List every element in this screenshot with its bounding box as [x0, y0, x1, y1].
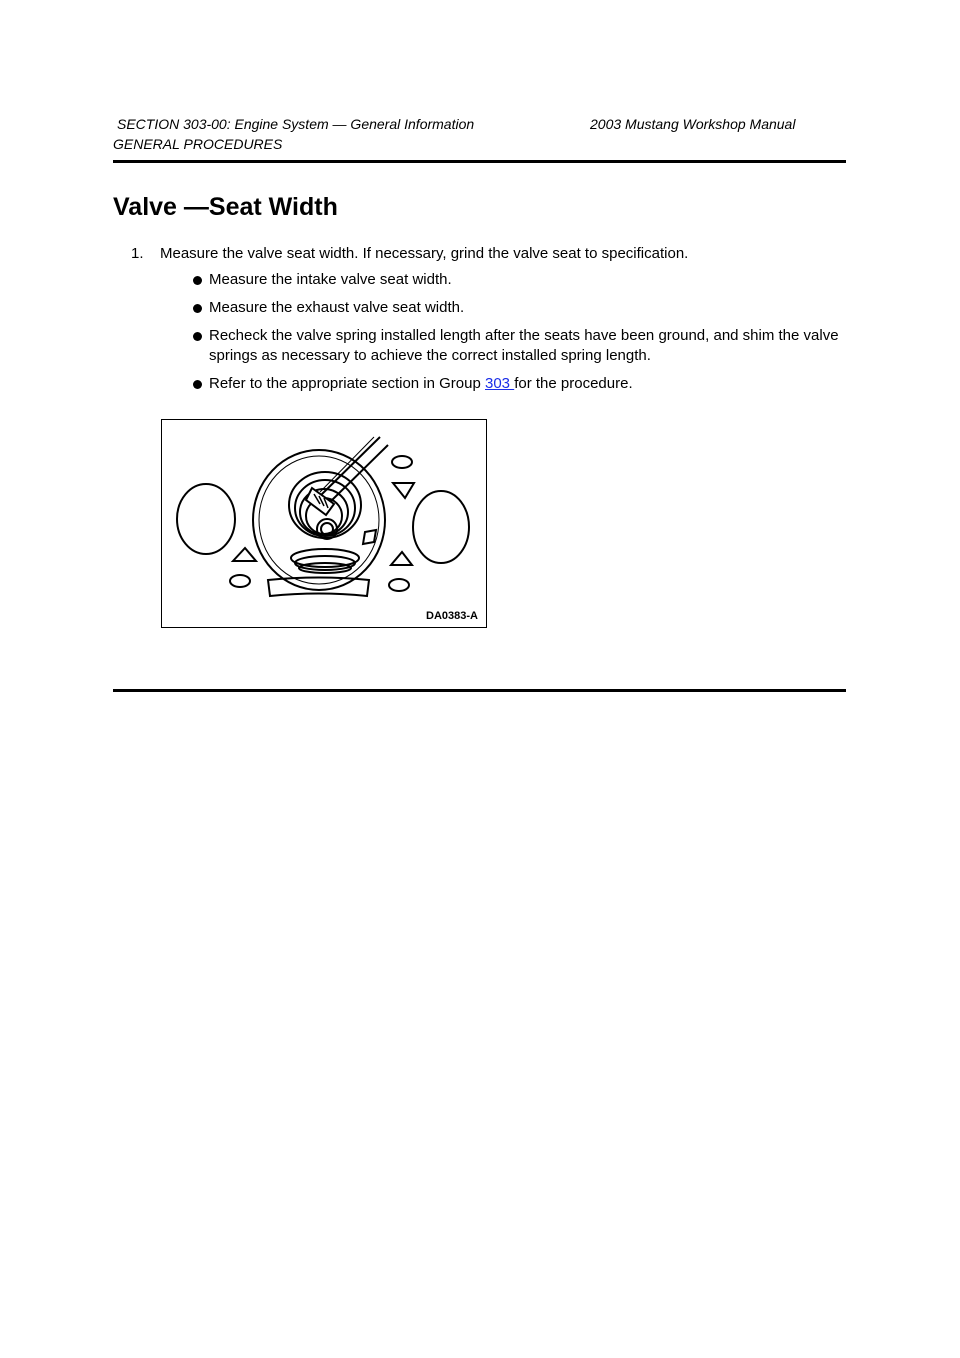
header-subsection: GENERAL PROCEDURES — [113, 136, 283, 152]
cylinder-head-drawing — [162, 420, 486, 627]
bullet-text: Measure the intake valve seat width. — [209, 271, 452, 288]
bullet-item — [193, 374, 853, 394]
bullet-dot-icon — [193, 380, 202, 389]
group-303-link[interactable]: 303 — [485, 375, 515, 392]
figure-label: DA0383-A — [426, 610, 478, 622]
procedure-step — [131, 245, 688, 262]
bullet-dot-icon — [193, 332, 202, 341]
page-title: Valve —Seat Width — [113, 193, 338, 221]
valve-seat-illustration — [161, 419, 487, 628]
bullet-dot-icon — [193, 276, 202, 285]
bullet-dot-icon — [193, 304, 202, 313]
bullet-text: Recheck the valve spring installed length after the seats have been ground, and shim the valve springs as necessary to achieve the correct installed spring length. — [209, 327, 839, 364]
header-rule — [113, 160, 846, 163]
bullet-item — [193, 326, 853, 366]
bullet-text-before: Refer to the appropriate section in Group — [209, 375, 485, 392]
bullet-item — [193, 270, 853, 290]
header-manual-title: 2003 Mustang Workshop Manual — [590, 116, 796, 132]
bullet-text: Measure the exhaust valve seat width. — [209, 299, 465, 316]
step-text: Measure the valve seat width. If necessary, grind the valve seat to specification. — [160, 245, 689, 262]
step-number: 1. — [131, 245, 144, 262]
bullet-item — [193, 298, 853, 318]
footer-rule — [113, 689, 846, 692]
step-bullet-list — [193, 270, 853, 402]
header-section-title: SECTION 303-00: Engine System — General Information — [117, 116, 475, 132]
bullet-text-after: for the procedure. — [514, 375, 633, 392]
